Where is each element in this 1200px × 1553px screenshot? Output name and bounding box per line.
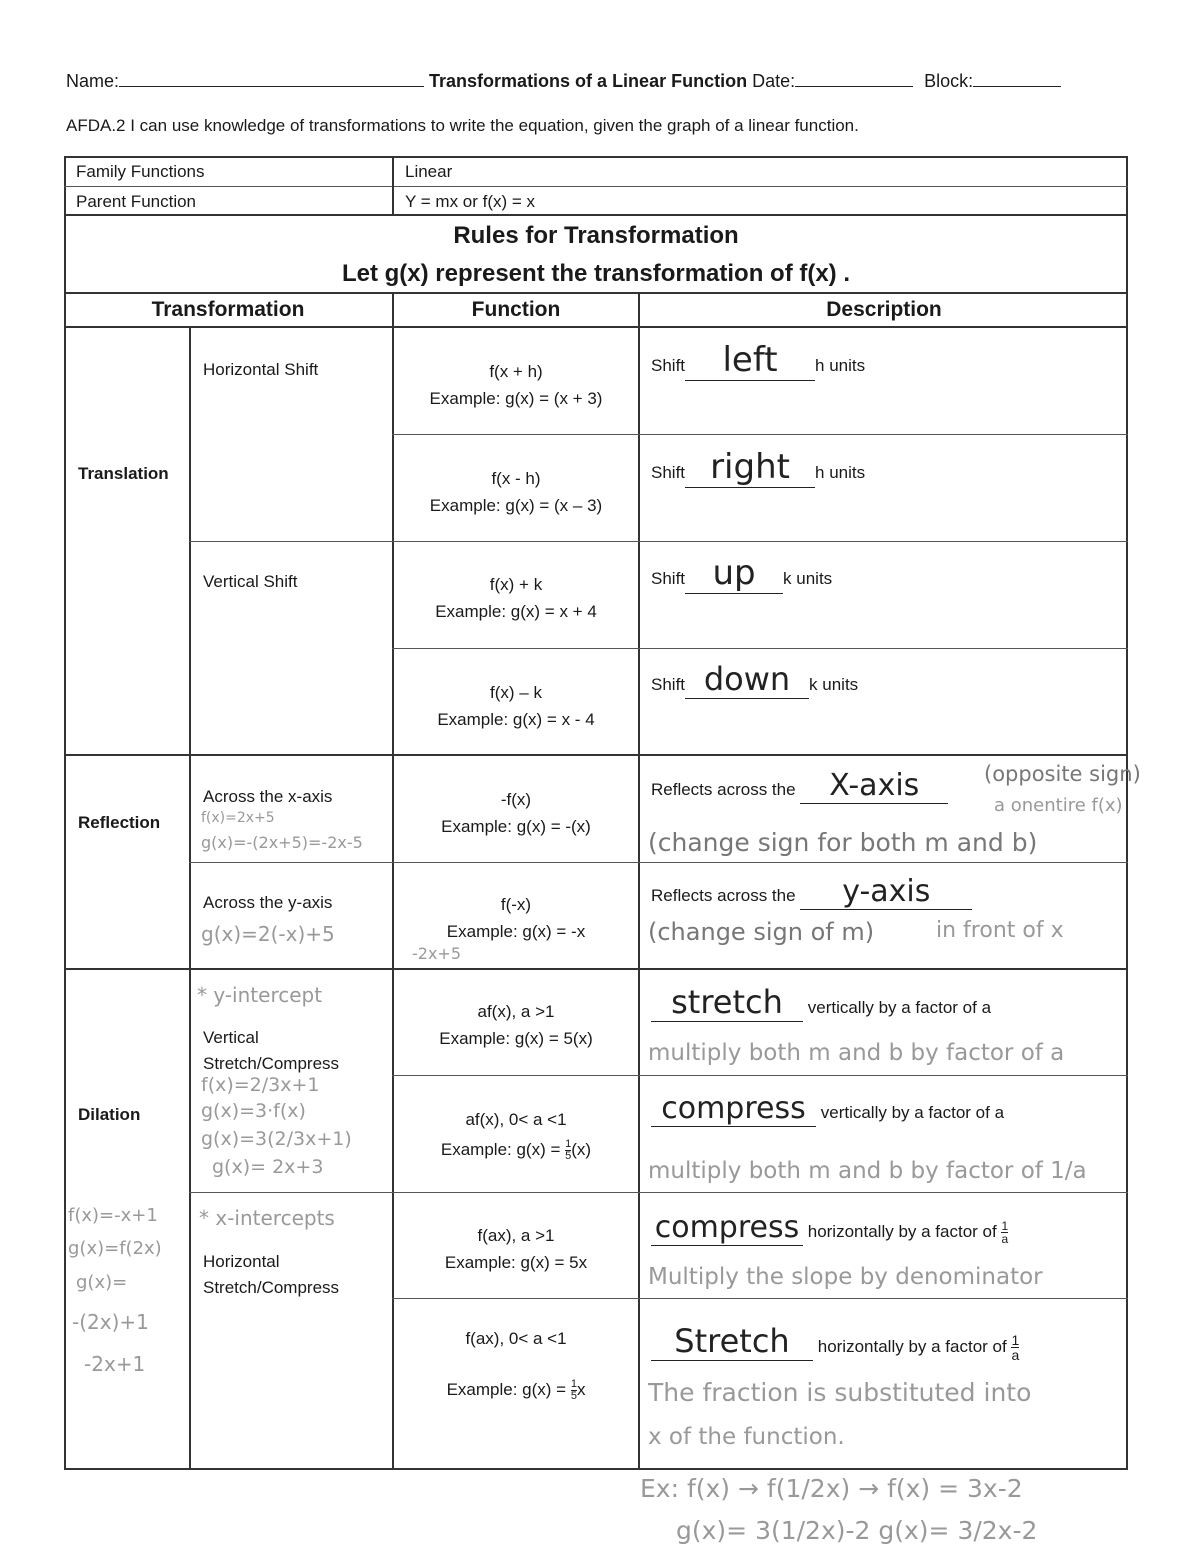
handwritten-note: multiply both m and b by factor of 1/a (648, 1158, 1087, 1184)
margin-work: f(x)=-x+1 (68, 1205, 158, 1226)
handwritten-work: g(x)=2(-x)+5 (201, 922, 335, 946)
category-line (64, 968, 1128, 970)
bottom-example: g(x)= 3(1/2x)-2 g(x)= 3/2x-2 (676, 1516, 1038, 1545)
function-rule: af(x), a >1 (477, 1002, 555, 1021)
description-prefix: Shift (651, 356, 686, 375)
handwritten-note: The fraction is substituted into (648, 1378, 1032, 1407)
description-suffix: k units (809, 675, 859, 694)
margin-work: g(x)= (76, 1272, 128, 1293)
description-cell (651, 1091, 1004, 1127)
function-example: Example: g(x) = (x + 3) (429, 389, 603, 408)
name-blank[interactable] (119, 70, 424, 87)
col-header-transformation: Transformation (151, 298, 305, 321)
handwritten-work: g(x)=3(2/3x+1) (201, 1128, 352, 1150)
description-cell (651, 1210, 1008, 1246)
function-rule: f(ax), a >1 (477, 1226, 555, 1245)
fraction-den: 5 (565, 1150, 572, 1163)
description-prefix: Shift (651, 675, 686, 694)
subtype-horizontal-shift: Horizontal Shift (203, 360, 319, 379)
function-example: Example: g(x) = x - 4 (437, 710, 595, 729)
fraction-den: a (1001, 1232, 1009, 1247)
answer-blank[interactable]: Stretch (651, 1322, 813, 1361)
parent-value: Y = mx or f(x) = x (405, 192, 536, 211)
handwritten-work: -2x+5 (412, 944, 462, 963)
fraction-num: 1 (1011, 1332, 1020, 1349)
fraction-num: 1 (565, 1138, 572, 1151)
answer-blank[interactable]: down (685, 660, 809, 699)
family-col-divider (392, 156, 394, 216)
block-blank[interactable] (973, 70, 1061, 87)
family-value: Linear (405, 162, 453, 181)
handwritten-note: (change sign of m) (648, 918, 875, 946)
description-cell (651, 983, 991, 1022)
category-translation: Translation (78, 464, 169, 483)
description-suffix: horizontally by a factor of (807, 1222, 997, 1241)
handwritten-note: a onentire f(x) (994, 795, 1123, 816)
handwritten-note: * x-intercepts (199, 1206, 335, 1230)
family-label: Family Functions (76, 162, 205, 181)
description-prefix: Shift (651, 463, 686, 482)
block-label: Block: (924, 71, 974, 91)
description-cell (651, 660, 858, 699)
description-cell (651, 553, 832, 594)
row-line (392, 1298, 1128, 1299)
description-cell (651, 340, 865, 381)
function-cell (394, 1222, 638, 1276)
learning-standard: AFDA.2 I can use knowledge of transformations to write the equation, given the graph of a linear function. (66, 116, 859, 135)
description-suffix: horizontally by a factor of (817, 1337, 1007, 1356)
function-rule: f(x) + k (489, 575, 543, 594)
function-cell (394, 679, 638, 733)
date-blank[interactable] (795, 70, 913, 87)
function-rule: f(x + h) (489, 362, 543, 381)
date-label: Date: (752, 71, 796, 91)
bottom-example: Ex: f(x) → f(1/2x) → f(x) = 3x-2 (640, 1474, 1023, 1503)
subtype-horizontal-stretch: Horizontal Stretch/Compress (203, 1252, 340, 1297)
function-example: Example: g(x) = $\frac{1}{5}$ (x) (440, 1138, 592, 1163)
function-cell (394, 571, 638, 625)
function-example: Example: g(x) = $\frac{1}{5}$ x (446, 1378, 586, 1402)
description-cell (651, 447, 865, 488)
function-rule: f(x - h) (491, 469, 541, 488)
margin-work: -(2x)+1 (72, 1310, 149, 1334)
function-rule: f(ax), 0< a <1 (465, 1329, 567, 1348)
col-line-subtype (189, 326, 191, 1470)
function-cell (394, 1105, 638, 1165)
family-divider (64, 186, 1128, 187)
function-rule: af(x), 0< a <1 (465, 1110, 567, 1129)
handwritten-work: g(x)=-(2x+5)=-2x-5 (201, 833, 363, 852)
function-cell (394, 358, 638, 412)
rules-subtitle: Let g(x) represent the transformation of f(x) . (341, 260, 851, 287)
handwritten-note: Multiply the slope by denominator (648, 1264, 1043, 1290)
handwritten-note: multiply both m and b by factor of a (648, 1040, 1065, 1066)
function-example: Example: g(x) = -x (446, 922, 586, 941)
margin-work: g(x)=f(2x) (68, 1238, 162, 1259)
category-line (64, 754, 1128, 756)
function-rule: -f(x) (500, 790, 532, 809)
function-cell (394, 465, 638, 519)
description-cell (651, 874, 972, 910)
answer-blank[interactable]: left (685, 340, 815, 381)
function-example: Example: g(x) = 5(x) (439, 1029, 593, 1048)
description-cell (651, 1322, 1019, 1362)
header-row-divider (64, 326, 1128, 328)
col-header-function: Function (471, 298, 561, 321)
handwritten-note: (opposite sign) (984, 762, 1141, 786)
function-rule: f(-x) (500, 895, 532, 914)
answer-blank[interactable]: up (685, 553, 783, 594)
row-line (392, 648, 1128, 649)
answer-blank[interactable]: X-axis (800, 768, 948, 804)
function-cell (394, 998, 638, 1052)
rules-title-divider (64, 292, 1128, 294)
subtype-vertical-stretch: Vertical Stretch/Compress (203, 1028, 340, 1073)
handwritten-note: (change sign for both m and b) (648, 828, 1038, 857)
function-example: Example: g(x) = x + 4 (435, 602, 597, 621)
description-prefix: Reflects across the (651, 780, 796, 799)
handwritten-note: * y-intercept (197, 983, 323, 1007)
answer-blank[interactable]: y-axis (800, 874, 972, 910)
fraction-num: 1 (570, 1378, 577, 1390)
answer-blank[interactable]: compress (651, 1091, 816, 1127)
handwritten-work: f(x)=2x+5 (201, 810, 275, 826)
description-suffix: vertically by a factor of a (820, 1103, 1005, 1122)
description-suffix: vertically by a factor of a (807, 998, 992, 1017)
handwritten-work: g(x)=3·f(x) (201, 1100, 306, 1122)
category-dilation: Dilation (78, 1105, 141, 1124)
fraction-num: 1 (1001, 1219, 1009, 1234)
function-rule: f(x) – k (490, 683, 542, 702)
description-prefix: Shift (651, 569, 686, 588)
row-line (392, 434, 1128, 435)
fraction-den: 5 (570, 1390, 577, 1402)
col-line-description (638, 292, 640, 1470)
handwritten-note: x of the function. (648, 1424, 845, 1450)
handwritten-work: f(x)=2/3x+1 (201, 1074, 320, 1096)
function-cell (394, 786, 638, 840)
function-example: Example: g(x) = (x – 3) (429, 496, 603, 515)
row-line (189, 862, 1128, 863)
parent-label: Parent Function (76, 192, 197, 211)
row-line (189, 541, 1128, 542)
worksheet-header (66, 70, 1126, 92)
subtype-vertical-shift: Vertical Shift (203, 572, 298, 591)
col-header-description: Description (826, 298, 942, 321)
rules-title: Rules for Transformation (453, 222, 739, 249)
description-suffix: h units (815, 356, 866, 375)
name-label: Name: (66, 71, 120, 91)
function-example: Example: g(x) = 5x (444, 1253, 588, 1272)
worksheet-title: Transformations of a Linear Function (429, 71, 748, 91)
fraction-den: a (1011, 1347, 1020, 1364)
description-prefix: Reflects across the (651, 886, 796, 905)
margin-work: -2x+1 (84, 1352, 146, 1376)
description-suffix: h units (815, 463, 866, 482)
function-cell (394, 1329, 638, 1402)
row-line (392, 1075, 1128, 1076)
handwritten-note: in front of x (936, 918, 1064, 943)
function-cell (394, 891, 638, 945)
function-example: Example: g(x) = -(x) (441, 817, 591, 836)
answer-blank[interactable]: compress (651, 1210, 803, 1246)
handwritten-work: g(x)= 2x+3 (212, 1156, 324, 1178)
answer-blank[interactable]: right (685, 447, 815, 488)
description-suffix: k units (783, 569, 833, 588)
category-reflection: Reflection (78, 813, 161, 832)
subtype-across-x: Across the x-axis (203, 787, 333, 806)
row-line (189, 1192, 1128, 1193)
answer-blank[interactable]: stretch (651, 983, 803, 1022)
subtype-across-y: Across the y-axis (203, 893, 333, 912)
